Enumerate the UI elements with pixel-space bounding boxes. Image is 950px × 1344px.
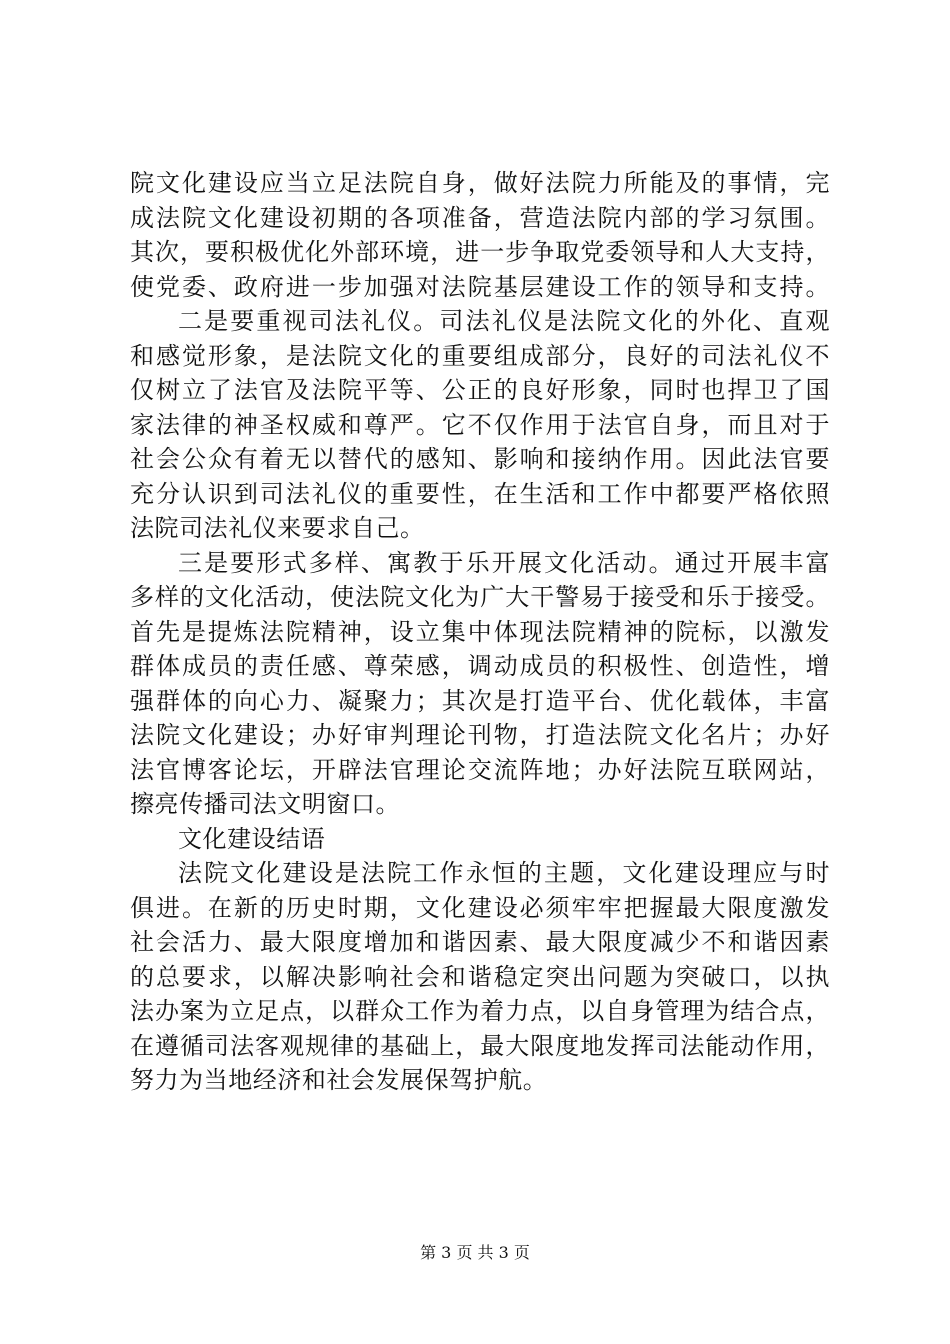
- section-heading: 文化建设结语: [178, 824, 326, 853]
- text-line: 使党委、政府进一步加强对法院基层建设工作的领导和支持。: [130, 272, 830, 301]
- text-line: 法院司法礼仪来要求自己。: [130, 514, 425, 542]
- page-number-footer: 第 3 页 共 3 页: [420, 1243, 530, 1262]
- text-line: 在遵循司法客观规律的基础上，最大限度地发挥司法能动作用，: [130, 1031, 830, 1060]
- text-line: 社会活力、最大限度增加和谐因素、最大限度减少不和谐因素: [130, 928, 830, 956]
- text-line: 充分认识到司法礼仪的重要性，在生活和工作中都要严格依照: [130, 479, 830, 508]
- document-body: [130, 166, 830, 1098]
- text-line: 法院文化建设；办好审判理论刊物，打造法院文化名片；办好: [130, 721, 830, 749]
- text-line: 和感觉形象，是法院文化的重要组成部分，良好的司法礼仪不: [130, 341, 830, 370]
- text-line: 努力为当地经济和社会发展保驾护航。: [130, 1066, 548, 1094]
- text-line: 家法律的神圣权威和尊严。它不仅作用于法官自身，而且对于: [130, 410, 830, 439]
- text-line: 法官博客论坛，开辟法官理论交流阵地；办好法院互联网站，: [130, 755, 830, 784]
- text-line: 二是要重视司法礼仪。司法礼仪是法院文化的外化、直观: [178, 307, 830, 335]
- text-line: 其次，要积极优化外部环境，进一步争取党委领导和人大支持，: [130, 238, 830, 266]
- text-line: 俱进。在新的历史时期，文化建设必须牢牢把握最大限度激发: [130, 893, 830, 922]
- text-line: 法办案为立足点，以群众工作为着力点，以自身管理为结合点，: [130, 997, 830, 1025]
- text-line: 擦亮传播司法文明窗口。: [130, 790, 401, 818]
- text-line: 仅树立了法官及法院平等、公正的良好形象，同时也捍卫了国: [130, 376, 830, 404]
- text-line: 三是要形式多样、寓教于乐开展文化活动。通过开展丰富: [178, 548, 830, 577]
- text-line: 群体成员的责任感、尊荣感，调动成员的积极性、创造性，增: [130, 652, 830, 680]
- text-line: 法院文化建设是法院工作永恒的主题，文化建设理应与时: [178, 859, 830, 887]
- text-line: 成法院文化建设初期的各项准备，营造法院内部的学习氛围。: [130, 203, 830, 232]
- text-line: 的总要求，以解决影响社会和谐稳定突出问题为突破口，以执: [130, 962, 830, 991]
- text-line: 多样的文化活动，使法院文化为广大干警易于接受和乐于接受。: [130, 583, 830, 611]
- text-line: 社会公众有着无以替代的感知、影响和接纳作用。因此法官要: [130, 445, 830, 473]
- text-line: 院文化建设应当立足法院自身，做好法院力所能及的事情，完: [130, 169, 830, 197]
- text-line: 强群体的向心力、凝聚力；其次是打造平台、优化载体，丰富: [130, 686, 830, 715]
- text-line: 首先是提炼法院精神，设立集中体现法院精神的院标，以激发: [130, 617, 830, 646]
